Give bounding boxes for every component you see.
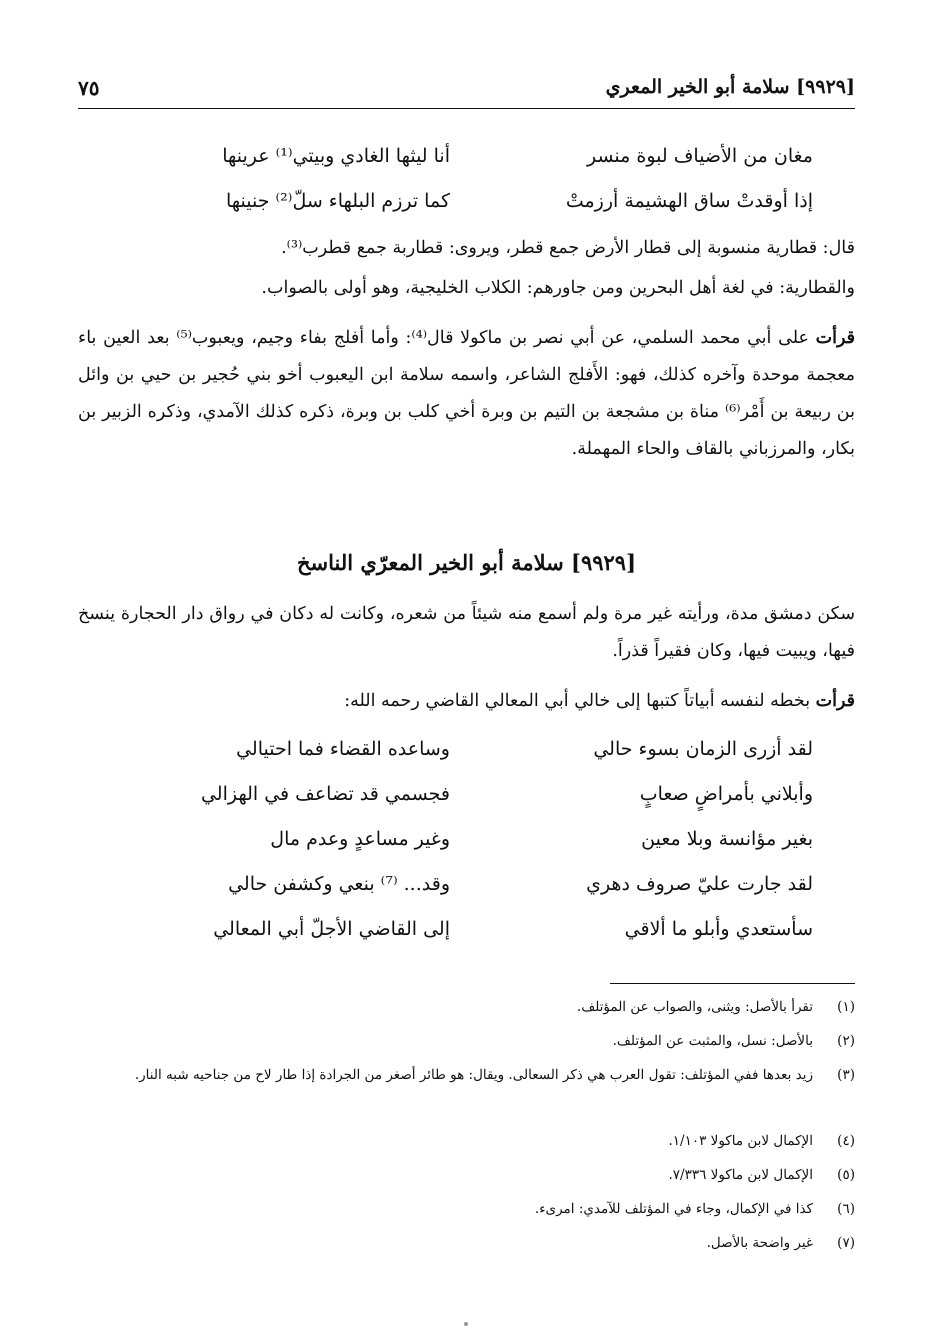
footnote-number: (١) xyxy=(837,999,855,1015)
paragraph: قال: قطارية منسوبة إلى قطار الأرض جمع قطر، ويروى: قطاربة جمع قطرب⁽³⁾. xyxy=(281,238,855,258)
qarat-lead-word: قرأت xyxy=(815,691,855,711)
verse-hemistich-second: إلى القاضي الأجلّ أبي المعالي xyxy=(213,918,450,940)
paragraph: والقطارية: في لغة أهل البحرين ومن جاورهم: الكلاب الخليجية، وهو أولى بالصواب. xyxy=(261,278,855,298)
footnote-number: (٦) xyxy=(837,1201,855,1217)
verse-line xyxy=(120,918,813,958)
running-header xyxy=(78,76,855,106)
footnote-number: (٣) xyxy=(837,1067,855,1083)
verse-hemistich-first: لقد جارت عليّ صروف دهري xyxy=(586,873,813,895)
footnote-text: زيد بعدها ففي المؤتلف: تقول العرب هي ذكر السعالى. ويقال: هو طائر أصغر من الجرادة إذا طار لاح من جناحيه شبه النار. xyxy=(134,1067,813,1083)
verse-hemistich-first: مغان من الأضياف لبوة منسر xyxy=(587,145,813,167)
verse-line xyxy=(120,828,813,868)
footnote xyxy=(78,1062,855,1089)
footnote-text: غير واضحة بالأصل. xyxy=(706,1235,813,1251)
footnote-number: (٢) xyxy=(837,1033,855,1049)
footnote xyxy=(78,1162,855,1189)
footnote-text: الإكمال لابن ماكولا ٧/٣٣٦. xyxy=(668,1167,813,1183)
verse-line xyxy=(120,873,813,913)
footnote-text: كذا في الإكمال، وجاء في المؤتلف للآمدي: امرىء. xyxy=(534,1201,813,1217)
paragraph-qarat xyxy=(78,320,855,468)
footnote-text: الإكمال لابن ماكولا ١/١٠٣. xyxy=(668,1133,813,1149)
verse-hemistich-second: فجسمي قد تضاعف في الهزالي xyxy=(200,783,450,805)
qarat-text: بخطه لنفسه أبياتاً كتبها إلى خالي أبي المعالي القاضي رحمه الله: xyxy=(344,691,816,711)
footnote-number: (٧) xyxy=(837,1235,855,1251)
footnote-text: تقرأ بالأصل: ويثنى، والصواب عن المؤتلف. xyxy=(576,999,813,1015)
qarat-text: على أبي محمد السلمي، عن أبي نصر بن ماكولا قال⁽⁴⁾: وأما أفلج بفاء وجيم، ويعبوب⁽⁵⁾ بعد العين باء معجمة موحدة وآخره كذلك، فهو: الأَفلج الشاعر، واسمه سلامة ابن اليعبوب أخو بني حُجير بن حيي بن وائل بن ربيعة بن أَمْر⁽⁶⁾ مناة بن مشجعة بن التيم بن وبرة أخي كلب بن وبرة، ذكره كذلك الآمدي، وذكره الزبير بن بكار، والمرزباني بالقاف والحاء المهملة. xyxy=(78,328,855,459)
footnote xyxy=(78,1230,855,1257)
footnote-number: (٤) xyxy=(837,1133,855,1149)
verse-hemistich-first: إذا أوقدتْ ساق الهشيمة أرزمتْ xyxy=(565,190,813,212)
verse-line xyxy=(120,190,813,230)
section-title: [٩٩٢٩] سلامة أبو الخير المعرّي الناسخ xyxy=(296,550,637,575)
footnote xyxy=(78,1196,855,1223)
footnote-rule xyxy=(610,983,855,984)
footnote xyxy=(78,994,855,1021)
verse-line xyxy=(120,145,813,185)
qarat-lead-word: قرأت xyxy=(815,328,855,348)
footnote-text: بالأصل: نسل، والمثبت عن المؤتلف. xyxy=(612,1033,813,1049)
paragraph-qarat xyxy=(78,683,855,720)
verse-hemistich-second: أنا ليثها الغادي وبيتي⁽¹⁾ عرينها xyxy=(222,145,450,167)
header-title: [٩٩٢٩] سلامة أبو الخير المعري xyxy=(605,76,855,98)
page-mark xyxy=(464,1322,468,1326)
verse-hemistich-first: لقد أزرى الزمان بسوء حالي xyxy=(593,738,813,760)
verse-hemistich-second: وقد... ⁽⁷⁾ بنعي وكشفن حالي xyxy=(228,873,450,895)
footnote-number: (٥) xyxy=(837,1167,855,1183)
verse-hemistich-second: كما ترزم البلهاء سلّ⁽²⁾ جنينها xyxy=(225,190,450,212)
verse-hemistich-second: وساعده القضاء فما احتيالي xyxy=(236,738,450,760)
verse-line xyxy=(120,783,813,823)
verse-hemistich-first: وأبلاني بأمراضٍ صعابٍ xyxy=(639,783,813,805)
paragraph: سكن دمشق مدة، ورأيته غير مرة ولم أسمع منه شيئاً من شعره، وكانت له دكان في رواق دار الحجارة ينسخ فيها، ويبيت فيها، وكان فقيراً قذراً. xyxy=(78,604,855,661)
page-number: ٧٥ xyxy=(78,76,100,100)
header-rule xyxy=(78,108,855,109)
footnote xyxy=(78,1028,855,1055)
footnote xyxy=(78,1128,855,1155)
verse-hemistich-first: بغير مؤانسة وبلا معين xyxy=(641,828,813,850)
verse-hemistich-second: وغير مساعدٍ وعدم مال xyxy=(270,828,450,850)
verse-hemistich-first: سأستعدي وأبلو ما ألاقي xyxy=(624,918,813,940)
verse-line xyxy=(120,738,813,778)
